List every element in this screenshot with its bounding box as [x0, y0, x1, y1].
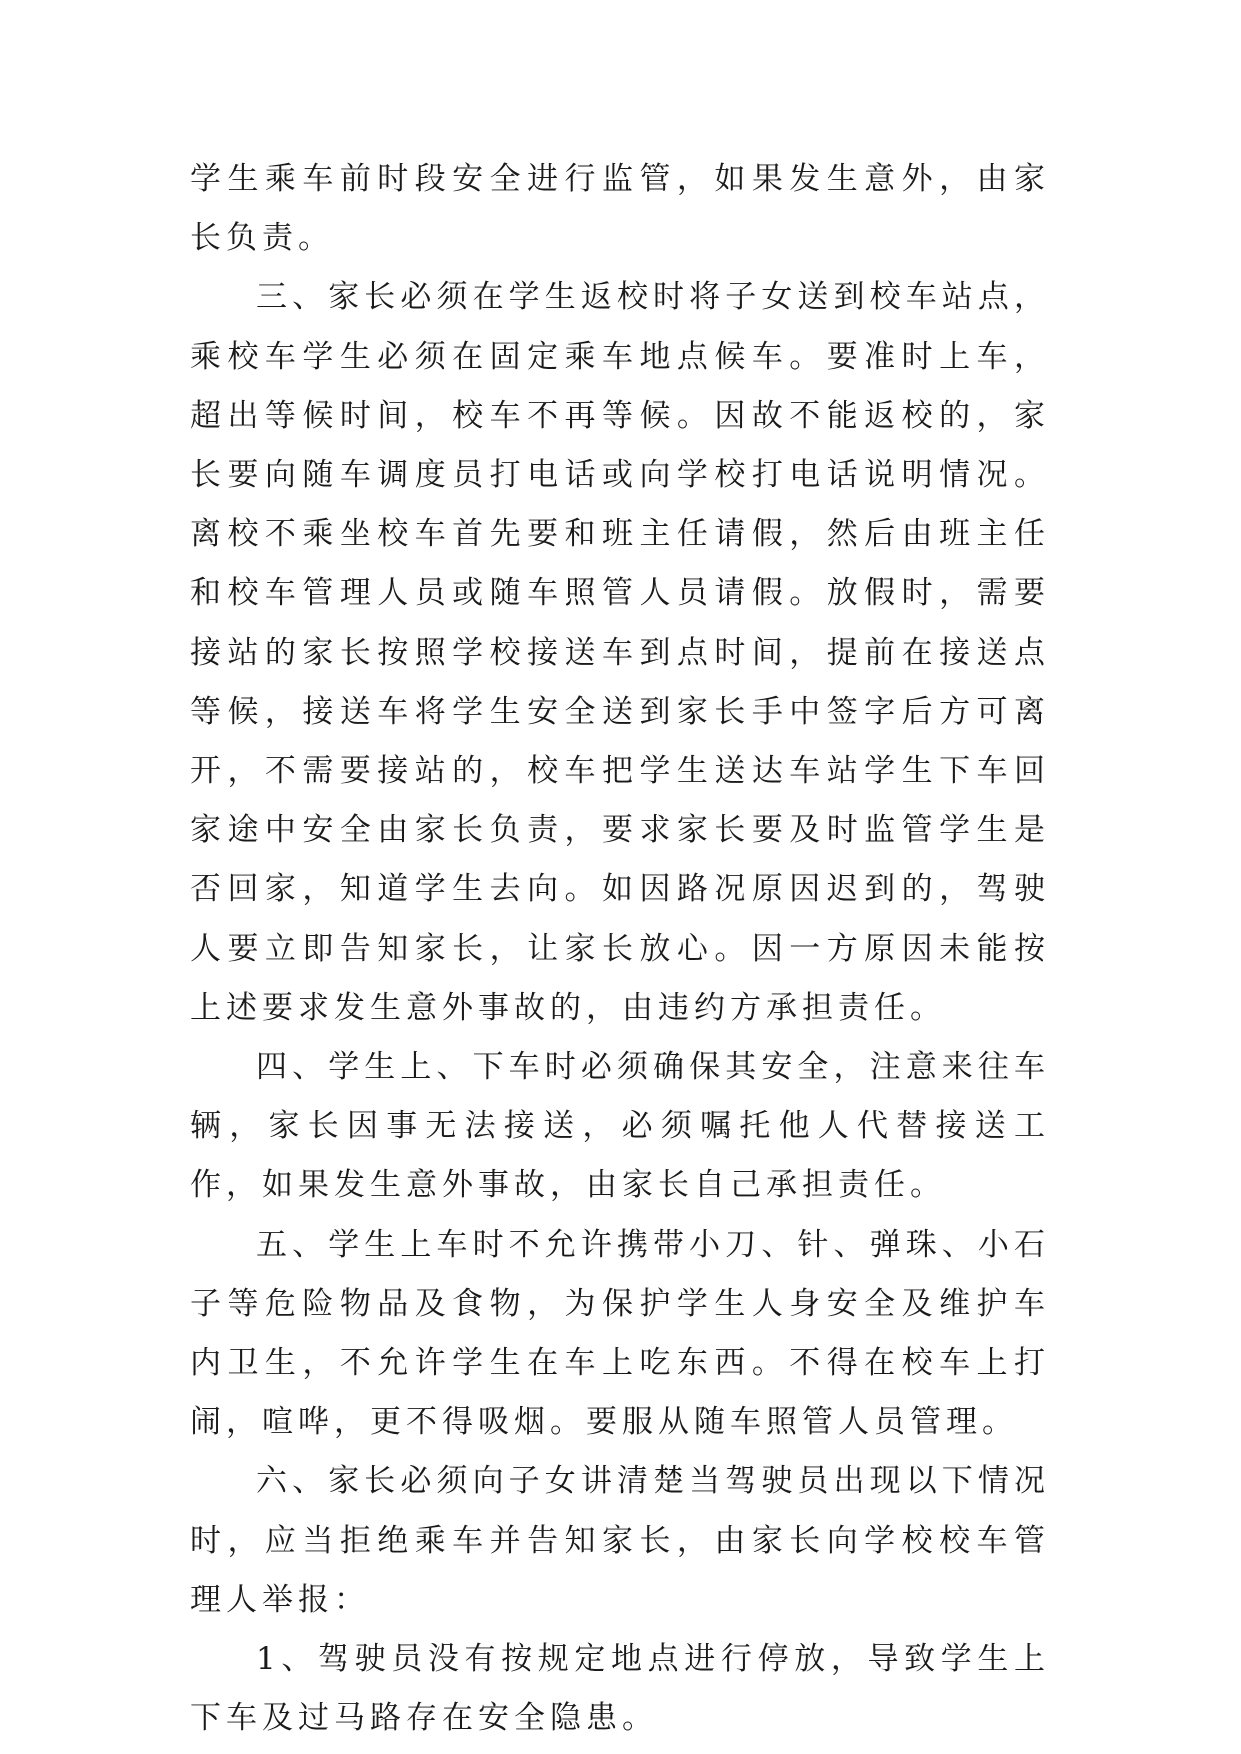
paragraph-item-4: 四、学生上、下车时必须确保其安全，注意来往车辆，家长因事无法接送，必须嘱托他人代替接送工作，如果发生意外事故，由家长自己承担责任。: [190, 1049, 1050, 1204]
paragraph-continuation: 学生乘车前时段安全进行监管，如果发生意外，由家长负责。: [190, 161, 1050, 257]
document-body: [190, 150, 1050, 1748]
paragraph-subitem-1: 1、驾驶员没有按规定地点进行停放，导致学生上下车及过马路存在安全隐患。: [190, 1641, 1050, 1737]
paragraph-item-6: 六、家长必须向子女讲清楚当驾驶员出现以下情况时，应当拒绝乘车并告知家长，由家长向学校校车管理人举报：: [190, 1463, 1050, 1618]
paragraph-item-5: 五、学生上车时不允许携带小刀、针、弹珠、小石子等危险物品及食物，为保护学生人身安全及维护车内卫生，不允许学生在车上吃东西。不得在校车上打闹，喧哗，更不得吸烟。要服从随车照管人员管理。: [190, 1226, 1050, 1441]
paragraph-item-3: 三、家长必须在学生返校时将子女送到校车站点，乘校车学生必须在固定乘车地点候车。要准时上车，超出等候时间，校车不再等候。因故不能返校的，家长要向随车调度员打电话或向学校打电话说明情况。离校不乘坐校车首先要和班主任请假，然后由班主任和校车管理人员或随车照管人员请假。放假时，需要接站的家长按照学校接送车到点时间，提前在接送点等候，接送车将学生安全送到家长手中签字后方可离开，不需要接站的，校车把学生送达车站学生下车回家途中安全由家长负责，要求家长要及时监管学生是否回家，知道学生去向。如因路况原因迟到的，驾驶人要立即告知家长，让家长放心。因一方原因未能按上述要求发生意外事故的，由违约方承担责任。: [190, 279, 1050, 1026]
